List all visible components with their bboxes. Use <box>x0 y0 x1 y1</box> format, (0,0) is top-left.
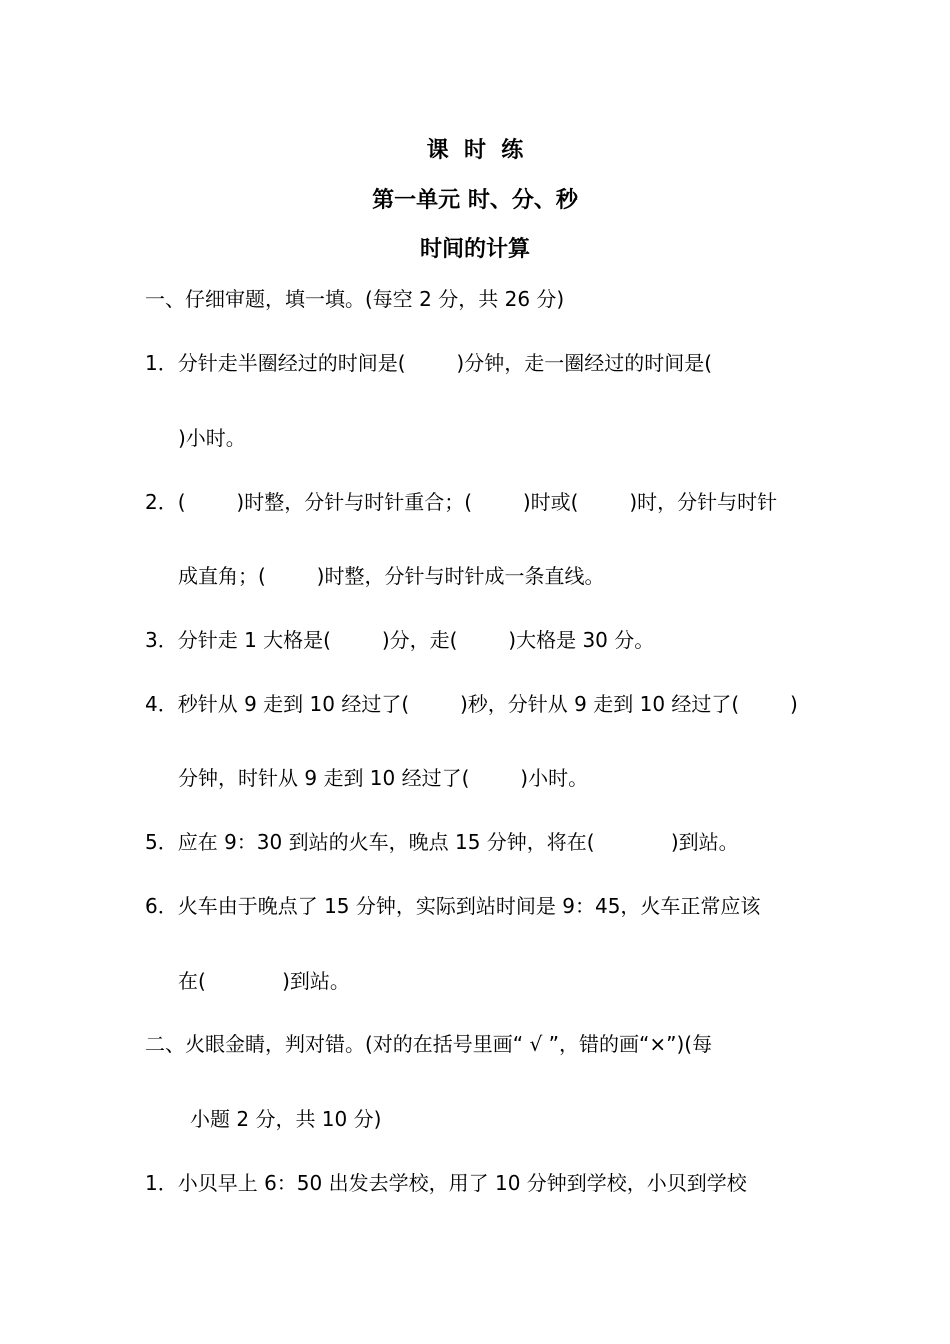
section-2-heading-line-2: 小题 2 分，共 10 分) <box>190 1107 382 1131</box>
section-2-heading-line-1: 二、火眼金睛，判对错。(对的在括号里画“ √ ”，错的画“×”)(每 <box>145 1032 713 1056</box>
question-3-line-1: 3．分针走 1 大格是( )分，走( )大格是 30 分。 <box>145 628 655 652</box>
unit-title: 第一单元 时、分、秒 <box>372 188 578 213</box>
question-4-line-1: 4．秒针从 9 走到 10 经过了( )秒，分针从 9 走到 10 经过了( ) <box>145 692 798 716</box>
question-5-line-1: 5．应在 9：30 到站的火车，晚点 15 分钟，将在( )到站。 <box>145 830 739 854</box>
lesson-title: 时间的计算 <box>419 237 530 262</box>
question-1-line-2: )小时。 <box>178 426 246 450</box>
question-1-line-1: 1．分针走半圈经过的时间是( )分钟，走一圈经过的时间是( <box>145 351 712 375</box>
question-6-line-1: 6．火车由于晚点了 15 分钟，实际到站时间是 9：45，火车正常应该 <box>145 894 761 918</box>
question-2-line-1: 2．( )时整，分针与时针重合；( )时或( )时，分针与时针 <box>145 490 778 514</box>
section-2-question-1-line-1: 1．小贝早上 6：50 出发去学校，用了 10 分钟到学校，小贝到学校 <box>145 1171 747 1195</box>
question-4-line-2: 分钟，时针从 9 走到 10 经过了( )小时。 <box>178 766 589 790</box>
question-2-line-2: 成直角；( )时整，分针与时针成一条直线。 <box>178 564 605 588</box>
question-6-line-2: 在( )到站。 <box>178 969 350 993</box>
section-1-heading: 一、仔细审题，填一填。(每空 2 分，共 26 分) <box>145 287 565 311</box>
worksheet-title: 课 时 练 <box>426 138 524 163</box>
